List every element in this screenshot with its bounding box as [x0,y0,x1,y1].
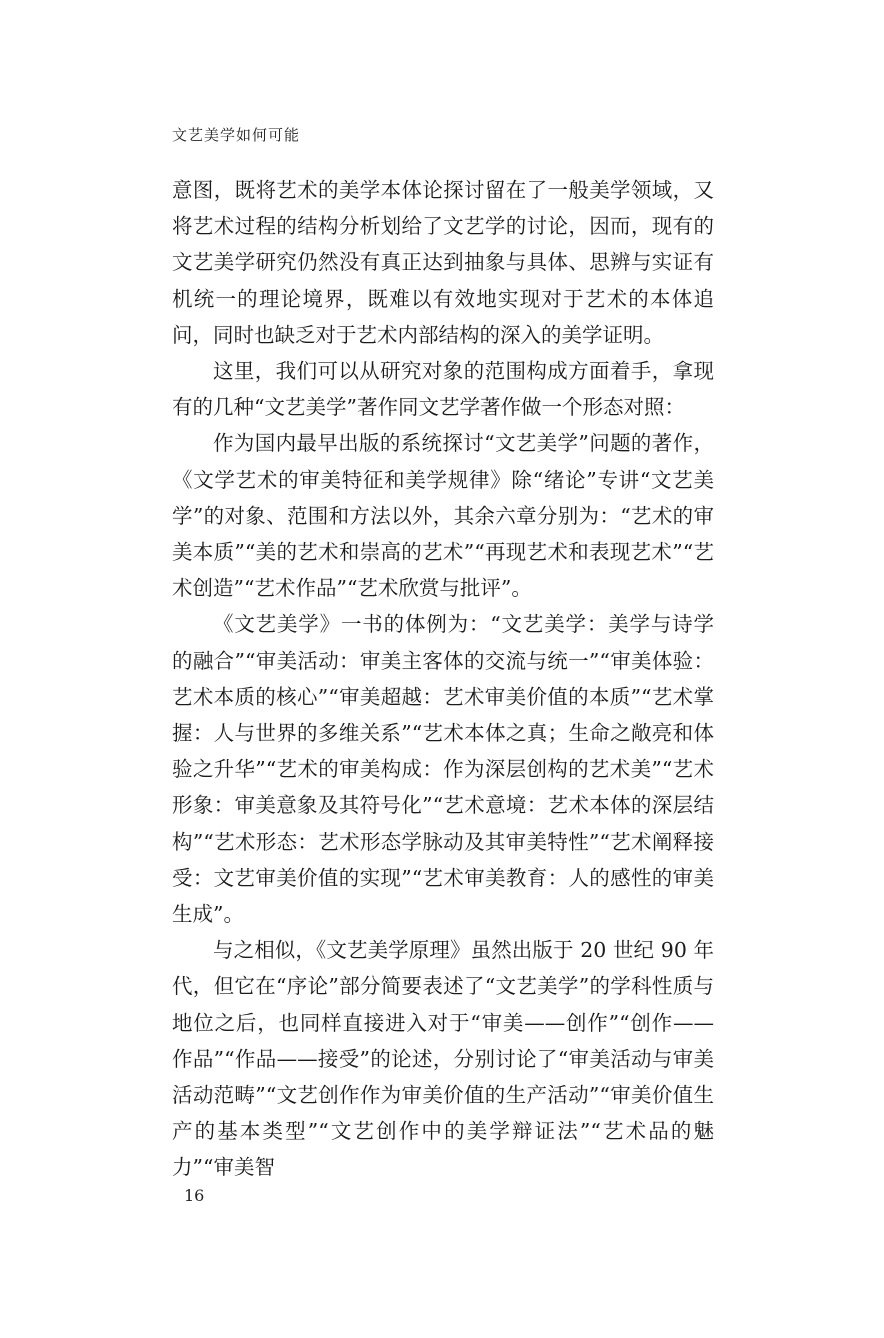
body-text [172,172,714,1186]
paragraph-continued: 意图，既将艺术的美学本体论探讨留在了一般美学领域，又将艺术过程的结构分析划给了文艺学的讨论，因而，现有的文艺美学研究仍然没有真正达到抽象与具体、思辨与实证有机统一的理论境界，既难以有效地实现对于艺术的本体追问，同时也缺乏对于艺术内部结构的深入的美学证明。 [172,178,714,347]
running-head-title: 文艺美学如何可能 [172,126,301,144]
paragraph: 作为国内最早出版的系统探讨“文艺美学”问题的著作，《文学艺术的审美特征和美学规律》除“绪论”专讲“文艺美学”的对象、范围和方法以外，其余六章分别为：“艺术的审美本质”“美的艺术和崇高的艺术”“再现艺术和表现艺术”“艺术创造”“艺术作品”“艺术欣赏与批评”。 [172,431,714,601]
page-number: 16 [184,1186,205,1205]
paragraph: 这里，我们可以从研究对象的范围构成方面着手，拿现有的几种“文艺美学”著作同文艺学著作做一个形态对照： [172,359,714,420]
paragraph: 《文艺美学》一书的体例为：“文艺美学：美学与诗学的融合”“审美活动：审美主客体的交流与统一”“审美体验：艺术本质的核心”“审美超越：艺术审美价值的本质”“艺术掌握：人与世界的多维关系”“艺术本体之真；生命之敞亮和体验之升华”“艺术的审美构成：作为深层创构的艺术美”“艺术形象：审美意象及其符号化”“艺术意境：艺术本体的深层结构”“艺术形态：艺术形态学脉动及其审美特性”“艺术阐释接受：文艺审美价值的实现”“艺术审美教育：人的感性的审美生成”。 [172,612,714,927]
paragraph: 与之相似，《文艺美学原理》虽然出版于 20 世纪 90 年代，但它在“序论”部分简要表述了“文艺美学”的学科性质与地位之后，也同样直接进入对于“审美——创作”“创作——作品”“作品——接受”的论述，分别讨论了“审美活动与审美活动范畴”“文艺创作作为审美价值的生产活动”“审美价值生产的基本类型”“文艺创作中的美学辩证法”“艺术品的魅力”“审美智 [172,938,714,1180]
